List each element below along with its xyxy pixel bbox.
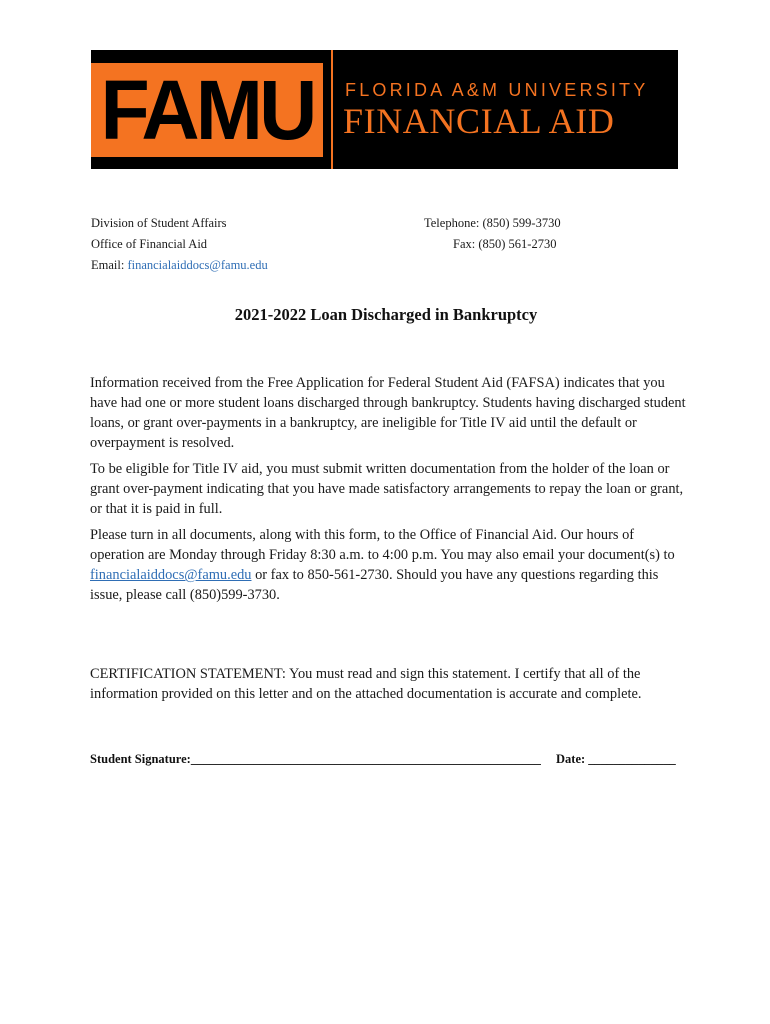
- logo-department-name: FINANCIAL AID: [343, 101, 615, 141]
- paragraph-submission: [90, 525, 690, 605]
- famu-financial-aid-logo: [91, 50, 678, 169]
- email-link[interactable]: financialaiddocs@famu.edu: [127, 258, 268, 272]
- logo-university-name: FLORIDA A&M UNIVERSITY: [345, 80, 649, 100]
- famu-logo-box: [91, 63, 323, 157]
- paragraph-fafsa-info: Information received from the Free Application for Federal Student Aid (FAFSA) indicates that you have had one or more student loans discharged through bankruptcy. Students having discharged student loans, or grant over-payments in a bankruptcy, are ineligible for Title IV aid until the default or overpayment is resolved.: [90, 375, 686, 451]
- document-title: 2021-2022 Loan Discharged in Bankruptcy: [234, 305, 538, 324]
- office-text: Office of Financial Aid: [91, 237, 208, 251]
- telephone-text: Telephone: (850) 599-3730: [424, 216, 561, 230]
- paragraph-eligibility: To be eligible for Title IV aid, you must submit written documentation from the holder of the loan or grant over-payment indicating that you have made satisfactory arrangements to repay the loan or grant, or that it is paid in full.: [90, 461, 684, 517]
- logo-divider: [331, 50, 333, 169]
- division-text: Division of Student Affairs: [91, 216, 227, 230]
- student-signature-field[interactable]: Student Signature:________________________________________________________: [90, 752, 541, 766]
- email-line: [91, 258, 268, 273]
- email-label: Email:: [91, 258, 128, 272]
- date-field[interactable]: Date: ______________: [556, 752, 676, 766]
- logo-acronym: FAMU: [100, 63, 314, 157]
- submission-text-1: Please turn in all documents, along with this form, to the Office of Financial Aid. Our hours of operation are Monday through Friday 8:30 a.m. to 4:00 p.m. You may also email your document(s) to: [90, 527, 675, 563]
- submission-text-2: or fax to 850-561-2730. Should you have any questions regarding this issue, please call (850)599-3730.: [90, 567, 659, 603]
- submission-email-link[interactable]: financialaiddocs@famu.edu: [90, 567, 252, 583]
- certification-statement: CERTIFICATION STATEMENT: You must read and sign this statement. I certify that all of the information provided on this letter and on the attached documentation is accurate and complete.: [90, 666, 642, 702]
- fax-text: Fax: (850) 561-2730: [453, 237, 557, 251]
